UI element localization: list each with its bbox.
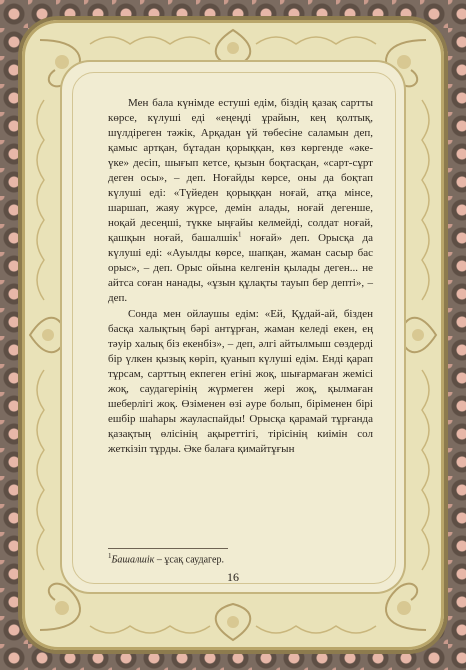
- footnote-definition: – ұсақ саудагер.: [154, 554, 224, 566]
- footnote-mark: 1: [108, 552, 112, 560]
- footnote-term: Башалшік: [111, 554, 155, 566]
- paragraph-2: Сонда мен ойлаушы едім: «Ей, Құдай-ай, бізден басқа халықтың бәрі антұрған, жаман келеді екен, ең тәуір халық біз екенбіз», – деп, әлгі айтылмыш сөздерді бір үлкен қызық көріп, қуанып күлуші едім. Енді қарап тұрсам, сарттың екпеген егіні жоқ, шығармаған жемісі жоқ, саудагерінің жүрмеген жері жоқ, қылмаған шеберлігі жоқ. Өзіменен өзі әуре болып, біріменен бірі ешбір шаһары жауласпайды! Орысқа қарамай тұрғанда қазақтың өлісінің ақыреттігі, тірісінің киімін сол жеткізіп тұрды. Әке балаға қимайтұғын: [108, 308, 373, 455]
- footnote-rule: [108, 548, 228, 549]
- paragraph-1: [108, 96, 373, 306]
- footnote: [108, 552, 368, 565]
- paragraph-1-part-2: ноғай» деп. Орысқа да күлуші еді: «Ауылды көрсе, шапқан, жаман сасыр бас орыс», – деп. Орыс ойына келгенін қылады деген... не айтса соған нанады, «ұзын құлақты тауып бер депті», – деп.: [108, 232, 373, 304]
- paragraph-1-part-1: Мен бала күнімде естуші едім, біздің қазақ сартты көрсе, күлуші еді «еңеңді ұрайын, кең қолтық, шүлдіреген тәжік, Арқадан үй төбесіне саламын деп, қамыс артқан, бұтадан қорыққан, көз көргенде «әке-үке» десіп, шығып кетсе, қызын боқтасқан, «сарт-сұрт деген осы», – деп. Ноғайды көрсе, оны да боқтап күлуші еді: «Түйеден қорыққан ноғай, атқа мінсе, шаршап, жаяу жүрсе, демін алады, ноғай дегенше, ноқай десеңші, түкке ыңғайы келмейді, солдат ноғай, қашқын ноғай, башалшік: [108, 97, 373, 244]
- body-text: [108, 96, 373, 457]
- footnote-ref: 1: [237, 230, 242, 239]
- page-number: 16: [227, 570, 239, 584]
